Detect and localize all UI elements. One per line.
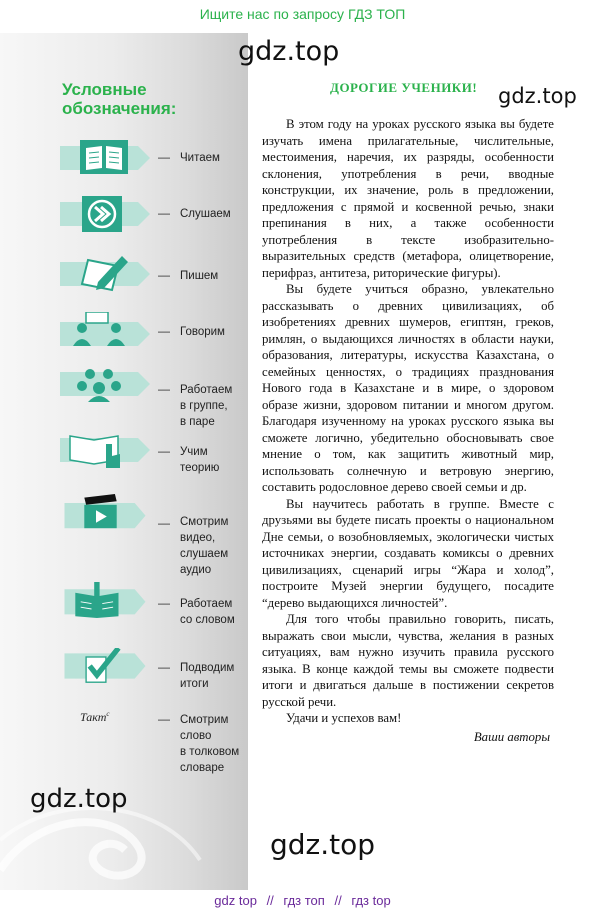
signature: Ваши авторы — [473, 729, 550, 744]
legend-label-dictionary: Смотрим слово в толковом словаре — [180, 714, 240, 774]
watermark: gdz.top — [270, 828, 376, 861]
group-icon — [60, 366, 150, 402]
legend-label-reading: Читаем — [180, 152, 220, 164]
paragraph: В этом году на уроках русского языка вы будете изучать имена прилагательные, числительные, местоимения, наречия, их разряды, особенности склонения, употребления в речи, вводные конструкции, их значение, роль в предложении, предложения с прямой и косвенной речью, знаки препинания в них, а также особенности употребления в тексте изобразительно-выразительных средств (метафора, олицетворение, перифраз, антитеза, риторические фигуры). — [262, 117, 554, 280]
link-gdz-top-mixed[interactable]: гдз top — [351, 893, 391, 908]
legend-label-speaking: Говорим — [180, 326, 225, 338]
link-separator: // — [266, 893, 274, 908]
top-banner[interactable]: Ищите нас по запросу ГДЗ ТОП — [199, 6, 406, 22]
paragraph: Вы будете учиться образно, увлекательно рассказывать о древних цивилизациях, об изобретениях древних шумеров, египтян, греков, римлян, о выдающихся личностях в области науки, образования, литературы, искусства Казахстана, о семейных ценностях, о традициях празднования Нового года в Казахстане и в мире, о здоровом образе жизни, здоровом питании и многом другом. Благодаря изученному на уроках русского языка вы сможете логично, убедительно обосновывать свое мнение о том, как защитить животный мир, использовать солнечную и ветровую энергию, составить родословное дерево своей семьи и др. — [262, 282, 554, 494]
watermark: gdz.top — [238, 36, 340, 67]
clapperboard-icon — [60, 494, 150, 530]
legend-label-theory: Учим теорию — [180, 446, 220, 474]
legend-dash: — — [158, 150, 170, 164]
legend-dash: — — [158, 206, 170, 220]
intro-text — [262, 116, 554, 745]
book-pointer-icon — [60, 432, 150, 468]
legend-dash: — — [158, 268, 170, 282]
greeting-heading: ДОРОГИЕ УЧЕНИКИ! — [330, 80, 478, 95]
open-book-icon — [60, 140, 150, 176]
link-separator: // — [334, 893, 342, 908]
legend-title: Условные обозначения: — [62, 80, 177, 118]
talking-people-icon — [60, 312, 150, 348]
watermark: gdz.top — [30, 784, 128, 814]
legend-label-video: Смотрим видео, слушаем аудио — [180, 516, 229, 576]
play-forward-icon — [60, 196, 150, 232]
legend-label-groupwork: Работаем в группе, в паре — [180, 384, 233, 428]
watermark: gdz.top — [498, 84, 577, 108]
book-exclamation-icon — [60, 582, 150, 618]
paragraph: Вы научитесь работать в группе. Вместе с друзьями вы будете писать проекты о национальном Дне семьи, о возобновляемых, экологически чистых источниках энергии, создавать комиксы о древних цивилизациях, сценарий игры “Жара и холод”, построите Музей энергии будущего, посадите “дерево выдающихся личностей”. — [262, 496, 554, 610]
legend-dash: — — [158, 444, 170, 458]
legend-label-writing: Пишем — [180, 270, 219, 282]
legend-label-summary: Подводим итоги — [180, 662, 235, 690]
paragraph: Для того чтобы правильно говорить, писать, выражать свои мысли, чувства, желания в разных ситуациях, вам нужно изучить правила русского языка. В конце каждой темы вы сможете подвести итоги и двигаться дальше в постижении секретов русской речи. — [262, 612, 554, 709]
paragraph: Удачи и успехов вам! — [286, 711, 402, 725]
bottom-links — [0, 893, 605, 908]
legend-dash: — — [158, 324, 170, 338]
legend-dash: — — [158, 516, 170, 530]
legend-label-wordwork: Работаем со словом — [180, 598, 235, 626]
legend-dash: — — [158, 596, 170, 610]
legend-dash: — — [158, 660, 170, 674]
link-gdz-top[interactable]: gdz top — [214, 893, 257, 908]
checkmark-icon — [60, 648, 150, 684]
legend-dash: — — [158, 712, 170, 726]
pencil-paper-icon — [60, 256, 150, 292]
legend-dash: — — [158, 382, 170, 396]
legend-label-listening: Слушаем — [180, 208, 231, 220]
dictionary-word-icon: Такт$^с$ — [80, 710, 110, 724]
link-gdz-top-ru[interactable]: гдз топ — [283, 893, 325, 908]
